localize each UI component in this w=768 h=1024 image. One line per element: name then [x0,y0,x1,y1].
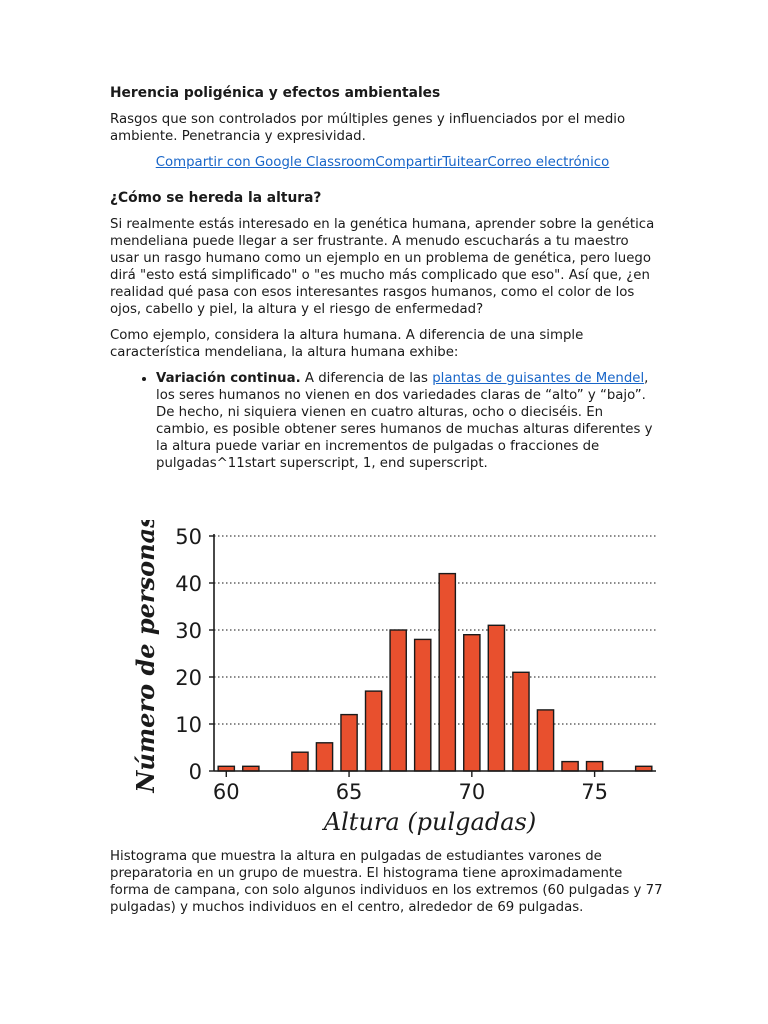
histogram-bar [439,574,455,771]
tweet-link[interactable]: Tuitear [442,155,488,170]
histogram-bar [562,762,578,771]
histogram-svg [110,520,670,840]
bullet-text-2: , los seres humanos no vienen en dos variedades claras de “alto” y “bajo”. De hecho, ni siquiera vienen en cuatro alturas, ocho o dieciséis. En cambio, es posible obtener seres humanos de muchas alturas diferentes y la altura puede variar en incrementos de pulgadas o fracciones de pulgadas^11start superscript, 1, end superscript. [156,371,653,471]
trait-list [110,370,655,472]
heading-altura: ¿Cómo se hereda la altura? [110,190,322,206]
x-tick-label: 60 [212,780,240,804]
histogram-bar [366,691,382,771]
histogram-bar [316,743,332,771]
y-tick-label: 0 [188,760,202,784]
histogram-bar [587,762,603,771]
figure-caption: Histograma que muestra la altura en pulgadas de estudiantes varones de preparatoria en un grupo de muestra. El histograma tiene aproximadamente forma de campana, con solo algunos individuos en los extremos (60 pulgadas y 77 pulgadas) y muchos individuos en el centro, alrededor de 69 pulgadas. [110,849,663,915]
histogram-bar [390,630,406,771]
share-link[interactable]: Compartir [375,155,443,170]
y-tick-label: 10 [175,713,202,737]
y-axis-label: Número de personas [131,520,160,793]
heading-herencia: Herencia poligénica y efectos ambientales [110,85,441,101]
share-links [110,154,655,171]
histogram-bar [292,752,308,771]
email-link[interactable]: Correo electrónico [487,155,610,170]
article [110,84,655,472]
intro-paragraph: Rasgos que son controlados por múltiples genes y influenciados por el medio ambiente. Penetrancia y expresividad. [110,112,626,144]
histogram-bar [341,715,357,771]
histogram-bar [464,635,480,771]
x-tick-label: 70 [458,780,486,804]
list-item [156,370,655,472]
x-axis-label: Altura (pulgadas) [323,808,537,836]
histogram-chart [110,520,670,840]
histogram-bar [537,710,553,771]
bullet-text-1: A diferencia de las [300,371,433,386]
y-tick-label: 30 [175,619,202,643]
paragraph-ejemplo: Como ejemplo, considera la altura humana. A diferencia de una simple característica mendeliana, la altura humana exhibe: [110,328,584,360]
x-tick-label: 65 [335,780,363,804]
x-tick-label: 75 [581,780,608,804]
histogram-bar [513,672,529,771]
y-tick-label: 50 [175,525,202,549]
paragraph-genetica: Si realmente estás interesado en la genética humana, aprender sobre la genética mendeliana puede llegar a ser frustrante. A menudo escucharás a tu maestro usar un rasgo humano como un ejemplo en un problema de genética, pero luego dirá "esto está simplificado" o "es mucho más complicado que eso". Así que, ¿en realidad qué pasa con esos interesantes rasgos humanos, como el color de los ojos, cabello y piel, la altura y el riesgo de enfermedad? [110,217,655,317]
y-tick-label: 40 [175,572,202,596]
mendel-peas-link[interactable]: plantas de guisantes de Mendel [432,371,645,386]
histogram-bar [415,639,431,771]
histogram-bar [488,625,504,771]
bullet-bold: Variación continua. [156,371,301,386]
y-tick-label: 20 [175,666,202,690]
share-google-classroom-link[interactable]: Compartir con Google Classroom [155,155,376,170]
